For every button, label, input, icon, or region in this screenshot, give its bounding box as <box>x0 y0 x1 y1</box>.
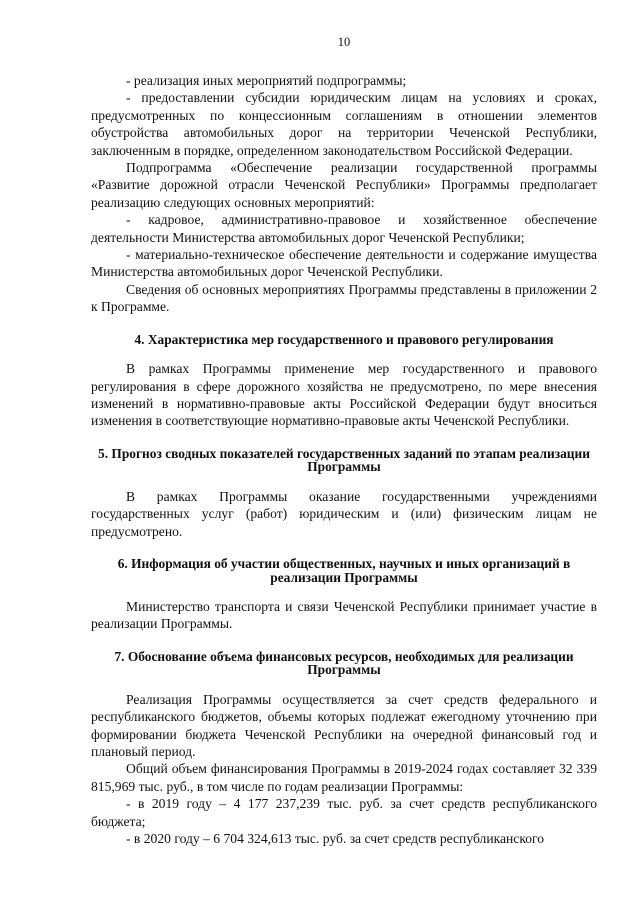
paragraph: - материально-техническое обеспечение деятельности и содержание имущества Министерства автомобильных дорог Чеченской Республики. <box>91 247 597 280</box>
paragraph: Министерство транспорта и связи Чеченской Республики принимает участие в реализации Программы. <box>91 599 597 632</box>
paragraph: - предоставлении субсидии юридическим лицам на условиях и сроках, предусмотренных по концессионным соглашениям в отношении элементов обустройства автомобильных дорог на территории Чеченской Республики, заключенным в порядке, определенном законодательством Российской Федерации. <box>91 90 597 158</box>
section-heading: 7. Обоснование объема финансовых ресурсов, необходимых для реализации Программы <box>114 648 574 678</box>
section-heading: 6. Информация об участии общественных, научных и иных организаций в реализации Программы <box>117 556 571 585</box>
paragraph: - реализация иных мероприятий подпрограммы; <box>126 73 407 88</box>
paragraph: Подпрограмма «Обеспечение реализации государственной программы «Развитие дорожной отрасли Чеченской Республики» Программы предполагает реализацию следующих основных мероприятий: <box>91 160 597 210</box>
section-4 <box>91 333 597 430</box>
document-page <box>91 34 597 848</box>
section-5 <box>91 447 597 540</box>
section-intro <box>91 72 597 316</box>
section-heading: 5. Прогноз сводных показателей государственных заданий по этапам реализации Программы <box>98 445 590 475</box>
paragraph: - кадровое, административно-правовое и хозяйственное обеспечение деятельности Министерства автомобильных дорог Чеченской Республики; <box>91 212 597 245</box>
paragraph: Сведения об основных мероприятиях Программы представлены в приложении 2 к Программе. <box>91 281 597 315</box>
paragraph: В рамках Программы применение мер государственного и правового регулирования в сфере дорожного хозяйства не предусмотрено, по мере внесения изменений в нормативно-правовые акты Российской Федерации будут вноситься изменения в соответствующие нормативно-правовые акты Чеченской Республики. <box>91 361 597 429</box>
section-heading: 4. Характеристика мер государственного и правового регулирования <box>134 331 554 347</box>
page-number: 10 <box>337 35 351 49</box>
paragraph: Реализация Программы осуществляется за счет средств федерального и республиканского бюджетов, объемы которых подлежат ежегодному уточнению при формировании бюджета Чеченской Республики на очередной финансовый год и плановый период. <box>91 691 597 760</box>
section-7 <box>91 650 597 848</box>
section-6 <box>91 557 597 633</box>
paragraph: - в 2020 году – 6 704 324,613 тыс. руб. за счет средств республиканского <box>126 831 545 847</box>
paragraph: В рамках Программы оказание государственными учреждениями государственных услуг (работ) юридическим и (или) физическим лицам не предусмотрено. <box>91 488 597 539</box>
paragraph: - в 2019 году – 4 177 237,239 тыс. руб. за счет средств республиканского бюджета; <box>91 796 597 829</box>
paragraph: Общий объем финансирования Программы в 2019-2024 годах составляет 32 339 815,969 тыс. руб., в том числе по годам реализации Программы: <box>91 761 597 794</box>
